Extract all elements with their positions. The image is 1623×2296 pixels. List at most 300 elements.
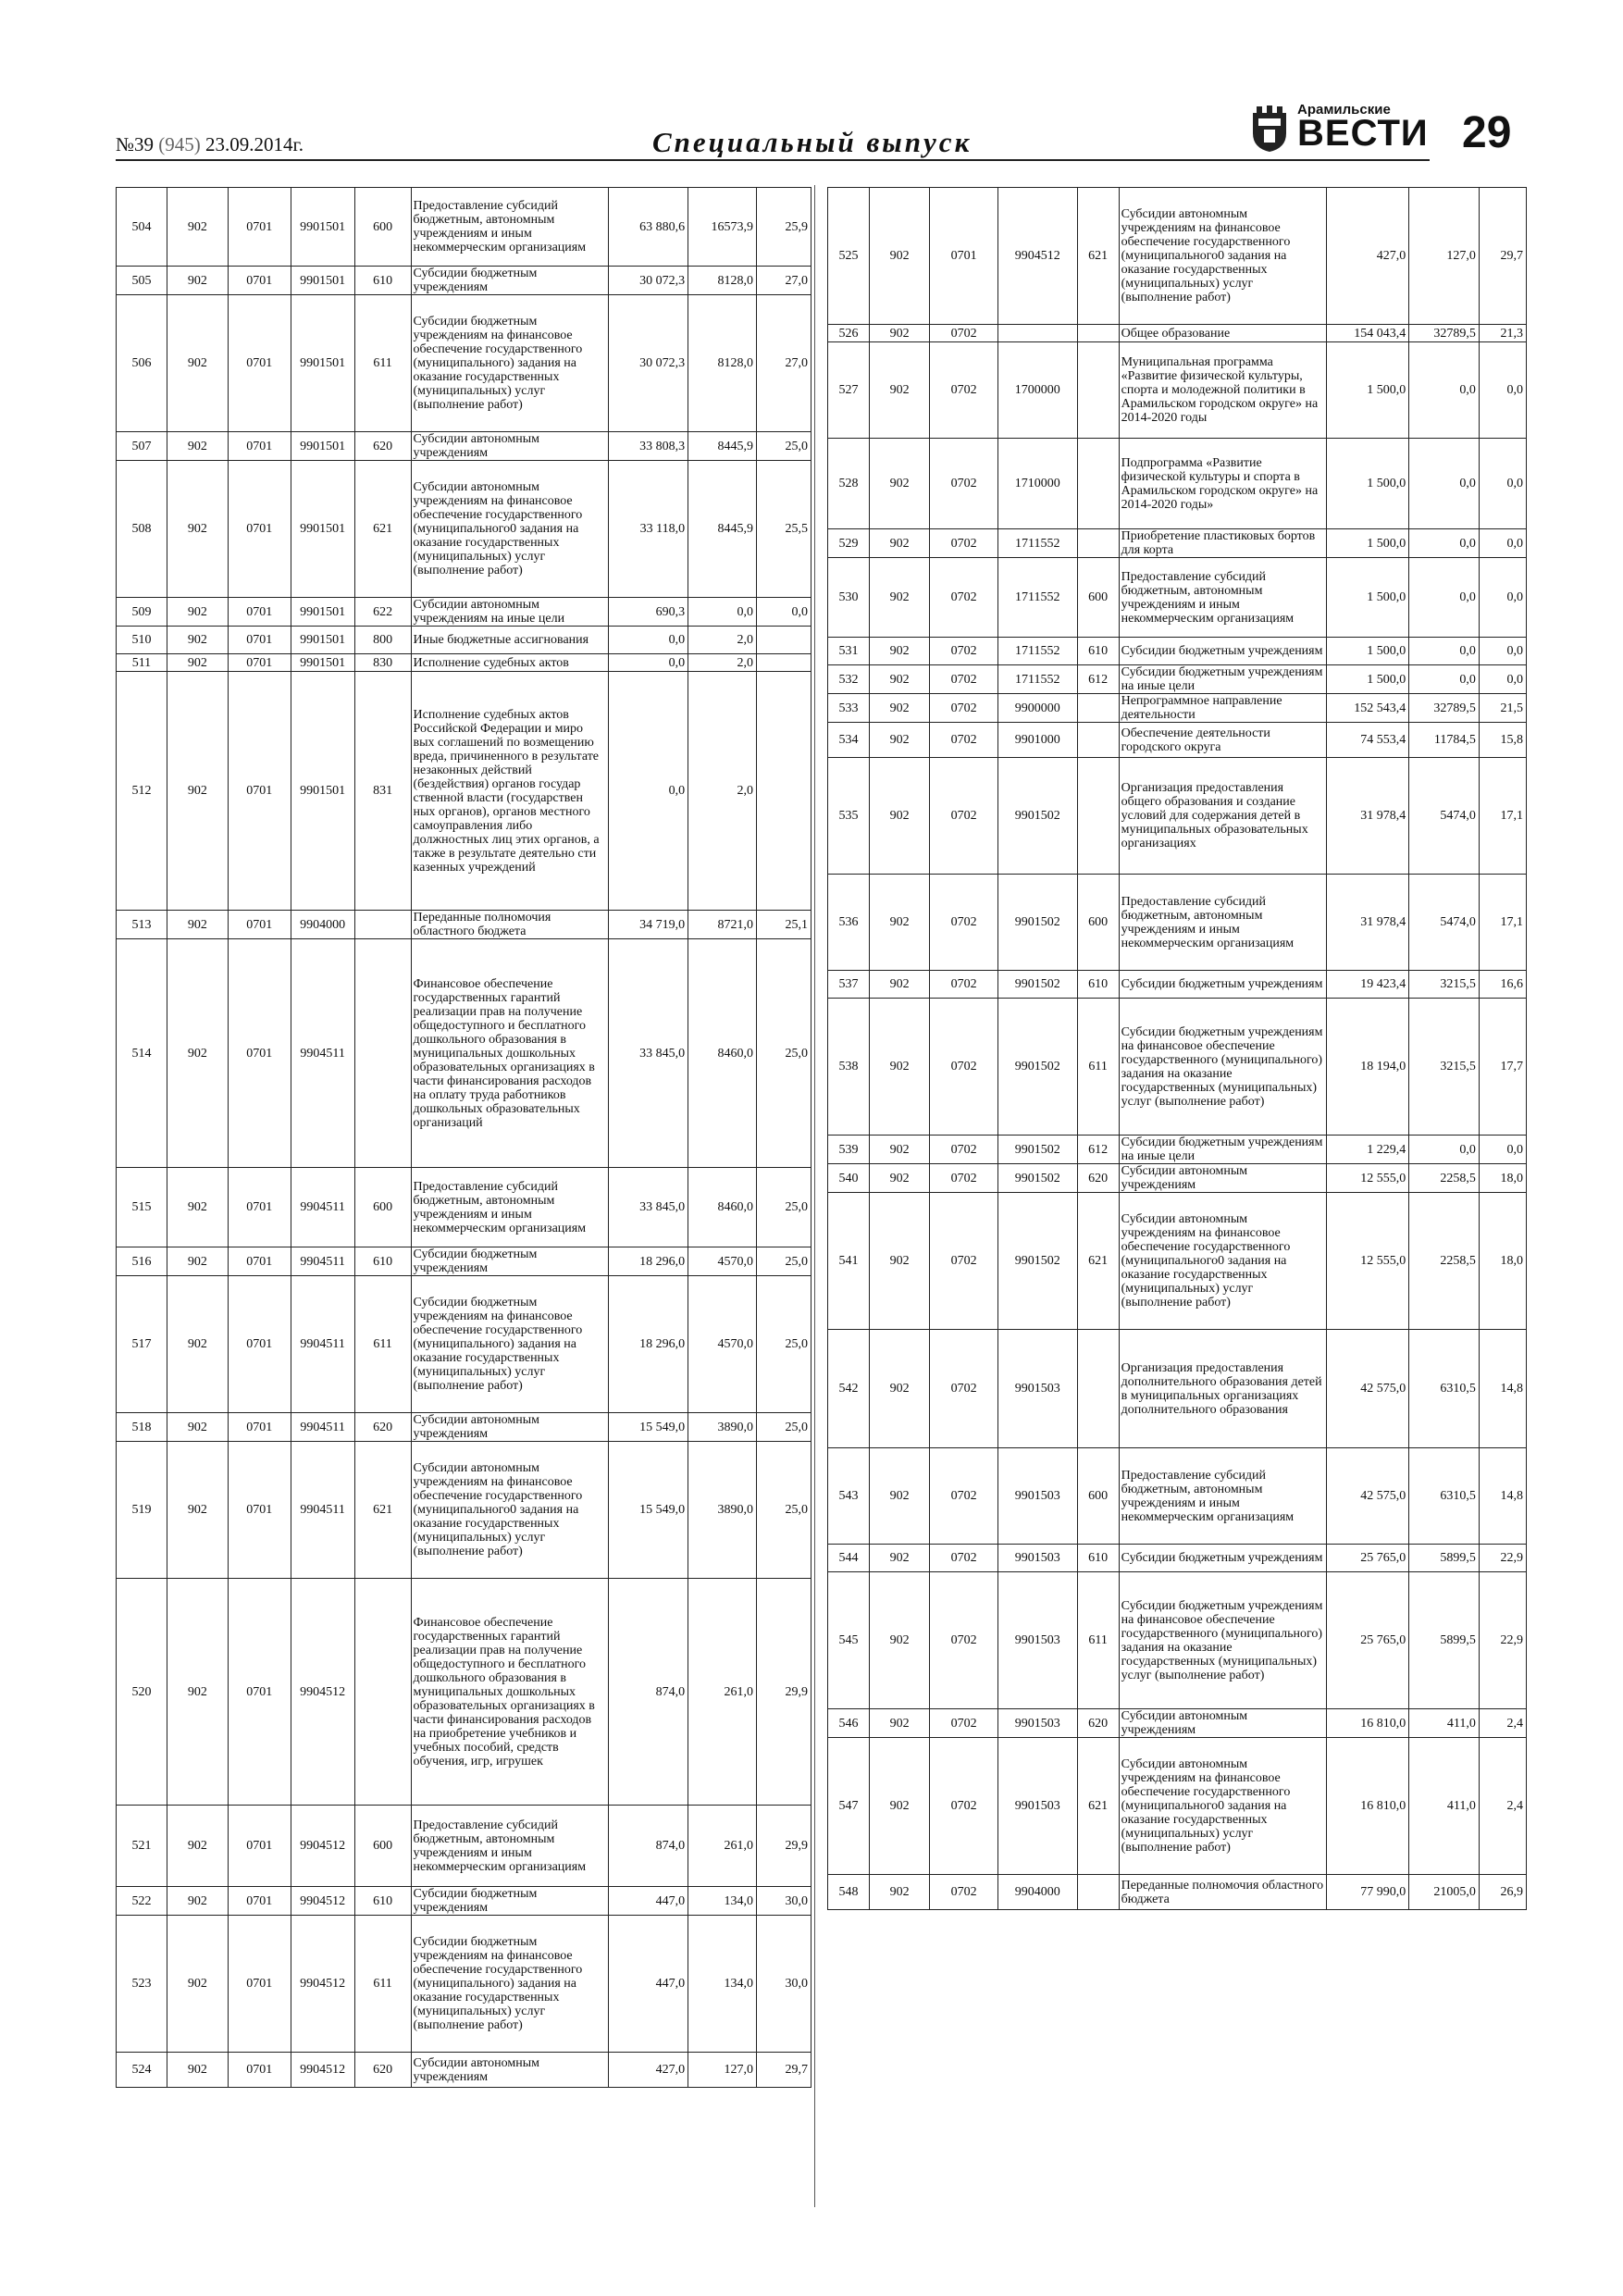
expense-type	[354, 911, 411, 939]
section-code: 0702	[930, 1709, 998, 1738]
table-row	[117, 432, 812, 461]
row-number: 524	[117, 2053, 167, 2088]
target-code: 9901000	[997, 723, 1077, 758]
executed-amount: 261,0	[688, 1579, 757, 1806]
description: Обеспечение деятельности городского округа	[1119, 723, 1327, 758]
section-code: 0702	[930, 1572, 998, 1709]
target-code: 9901501	[291, 654, 354, 672]
table-row	[117, 1916, 812, 2053]
section-code: 0701	[228, 1247, 291, 1276]
ministry-code: 902	[869, 1738, 929, 1875]
plan-amount: 33 118,0	[609, 461, 688, 598]
row-number: 520	[117, 1579, 167, 1806]
budget-table-left	[116, 187, 812, 2088]
target-code: 9904512	[291, 1916, 354, 2053]
ministry-code: 902	[167, 654, 228, 672]
expense-type	[354, 1579, 411, 1806]
section-code: 0701	[228, 1413, 291, 1442]
table-row	[117, 911, 812, 939]
plan-amount: 77 990,0	[1327, 1875, 1409, 1910]
executed-amount: 411,0	[1409, 1738, 1480, 1875]
description: Субсидии автономным учреждениям на финансовое обеспечение государственного (муниципального0 задания на оказание государственных (муниципальных) услуг (выполнение работ)	[411, 1442, 609, 1579]
table-row	[828, 1136, 1527, 1164]
description: Субсидии автономным учреждениям	[411, 2053, 609, 2088]
budget-table-right	[827, 187, 1527, 1910]
plan-amount: 1 500,0	[1327, 665, 1409, 694]
executed-amount: 2,0	[688, 654, 757, 672]
description: Субсидии бюджетным учреждениям	[411, 1247, 609, 1276]
row-number: 541	[828, 1193, 870, 1330]
logo-big-text: ВЕСТИ	[1297, 113, 1429, 154]
percent: 30,0	[757, 1916, 812, 2053]
row-number: 543	[828, 1448, 870, 1545]
target-code: 1711552	[997, 558, 1077, 638]
expense-type: 611	[354, 1916, 411, 2053]
table-row	[828, 439, 1527, 529]
header-rule	[116, 159, 1430, 161]
executed-amount: 0,0	[1409, 342, 1480, 439]
ministry-code: 902	[869, 1193, 929, 1330]
target-code: 9904000	[997, 1875, 1077, 1910]
expense-type: 611	[1077, 999, 1119, 1136]
table-row	[828, 529, 1527, 558]
ministry-code: 902	[167, 911, 228, 939]
description: Субсидии автономным учреждениям на финансовое обеспечение государственного (муниципального0 задания на оказание государственных (муниципальных) услуг (выполнение работ)	[411, 461, 609, 598]
description: Переданные полномочия областного бюджета	[411, 911, 609, 939]
executed-amount: 2258,5	[1409, 1164, 1480, 1193]
expense-type	[1077, 1875, 1119, 1910]
plan-amount: 31 978,4	[1327, 875, 1409, 971]
plan-amount: 30 072,3	[609, 295, 688, 432]
percent: 25,0	[757, 1276, 812, 1413]
plan-amount: 874,0	[609, 1579, 688, 1806]
plan-amount: 447,0	[609, 1916, 688, 2053]
expense-type	[1077, 342, 1119, 439]
table-row	[828, 1330, 1527, 1448]
expense-type: 620	[354, 2053, 411, 2088]
plan-amount: 1 500,0	[1327, 342, 1409, 439]
row-number: 507	[117, 432, 167, 461]
row-number: 544	[828, 1545, 870, 1572]
executed-amount: 134,0	[688, 1916, 757, 2053]
ministry-code: 902	[869, 1545, 929, 1572]
description: Организация предоставления дополнительного образования детей в муниципальных организациях дополнительного образования	[1119, 1330, 1327, 1448]
target-code: 9904512	[291, 2053, 354, 2088]
section-code: 0701	[228, 1276, 291, 1413]
target-code: 9904511	[291, 1247, 354, 1276]
expense-type: 600	[1077, 558, 1119, 638]
row-number: 511	[117, 654, 167, 672]
section-code: 0702	[930, 342, 998, 439]
description: Переданные полномочия областного бюджета	[1119, 1875, 1327, 1910]
percent	[757, 672, 812, 911]
ministry-code: 902	[869, 723, 929, 758]
percent: 0,0	[1479, 529, 1526, 558]
ministry-code: 902	[869, 1875, 929, 1910]
ministry-code: 902	[167, 432, 228, 461]
row-number: 545	[828, 1572, 870, 1709]
issue-date: 23.09.2014г.	[200, 133, 304, 155]
plan-amount: 33 845,0	[609, 1168, 688, 1247]
plan-amount: 690,3	[609, 598, 688, 627]
description: Субсидии автономным учреждениям на финансовое обеспечение государственного (муниципального0 задания на оказание государственных (муниципальных) услуг (выполнение работ)	[1119, 1193, 1327, 1330]
description: Субсидии бюджетным учреждениям на иные цели	[1119, 665, 1327, 694]
expense-type: 610	[354, 1887, 411, 1916]
ministry-code: 902	[167, 1916, 228, 2053]
expense-type: 621	[354, 1442, 411, 1579]
row-number: 536	[828, 875, 870, 971]
expense-type: 611	[354, 295, 411, 432]
target-code: 9904000	[291, 911, 354, 939]
row-number: 506	[117, 295, 167, 432]
plan-amount: 42 575,0	[1327, 1330, 1409, 1448]
description: Субсидии бюджетным учреждениям	[411, 267, 609, 295]
table-row	[828, 1738, 1527, 1875]
section-code: 0702	[930, 558, 998, 638]
percent: 22,9	[1479, 1545, 1526, 1572]
row-number: 513	[117, 911, 167, 939]
target-code: 1711552	[997, 665, 1077, 694]
percent: 17,1	[1479, 758, 1526, 875]
section-code: 0702	[930, 758, 998, 875]
executed-amount: 127,0	[1409, 188, 1480, 325]
ministry-code: 902	[869, 665, 929, 694]
expense-type: 621	[1077, 1738, 1119, 1875]
section-code: 0702	[930, 1448, 998, 1545]
percent: 0,0	[1479, 439, 1526, 529]
ministry-code: 902	[167, 1413, 228, 1442]
table-row	[828, 694, 1527, 723]
section-code: 0702	[930, 723, 998, 758]
table-row	[117, 654, 812, 672]
target-code: 9901501	[291, 461, 354, 598]
target-code: 1711552	[997, 529, 1077, 558]
ministry-code: 902	[167, 1579, 228, 1806]
description: Предоставление субсидий бюджетным, автономным учреждениям и иным некоммерческим организациям	[411, 1806, 609, 1887]
ministry-code: 902	[869, 1709, 929, 1738]
table-row	[117, 1579, 812, 1806]
executed-amount: 4570,0	[688, 1247, 757, 1276]
table-row	[117, 1276, 812, 1413]
table-row	[117, 267, 812, 295]
table-row	[117, 295, 812, 432]
target-code: 9901501	[291, 627, 354, 654]
table-row	[117, 1887, 812, 1916]
plan-amount: 30 072,3	[609, 267, 688, 295]
target-code: 9904511	[291, 1442, 354, 1579]
ministry-code: 902	[869, 999, 929, 1136]
row-number: 531	[828, 638, 870, 665]
plan-amount: 0,0	[609, 654, 688, 672]
percent	[757, 627, 812, 654]
row-number: 542	[828, 1330, 870, 1448]
plan-amount: 18 296,0	[609, 1247, 688, 1276]
plan-amount: 34 719,0	[609, 911, 688, 939]
description: Субсидии бюджетным учреждениям	[1119, 971, 1327, 999]
target-code: 9901502	[997, 758, 1077, 875]
target-code: 9901502	[997, 1193, 1077, 1330]
executed-amount: 5474,0	[1409, 758, 1480, 875]
row-number: 548	[828, 1875, 870, 1910]
expense-type: 611	[1077, 1572, 1119, 1709]
ministry-code: 902	[869, 1136, 929, 1164]
executed-amount: 5899,5	[1409, 1545, 1480, 1572]
section-code: 0701	[228, 188, 291, 267]
executed-amount: 2258,5	[1409, 1193, 1480, 1330]
percent: 25,9	[757, 188, 812, 267]
expense-type: 620	[1077, 1709, 1119, 1738]
percent: 15,8	[1479, 723, 1526, 758]
table-row	[117, 1168, 812, 1247]
issue-number: (945)	[158, 133, 201, 155]
plan-amount: 16 810,0	[1327, 1709, 1409, 1738]
percent: 29,7	[757, 2053, 812, 2088]
executed-amount: 127,0	[688, 2053, 757, 2088]
expense-type	[1077, 694, 1119, 723]
plan-amount: 0,0	[609, 672, 688, 911]
plan-amount: 33 845,0	[609, 939, 688, 1168]
table-row	[117, 672, 812, 911]
ministry-code: 902	[869, 188, 929, 325]
row-number: 522	[117, 1887, 167, 1916]
description: Субсидии бюджетным учреждениям на финансовое обеспечение государственного (муниципального) задания на оказание государственных (муниципальных) услуг (выполнение работ)	[411, 1916, 609, 2053]
ministry-code: 902	[869, 1330, 929, 1448]
row-number: 528	[828, 439, 870, 529]
section-code: 0702	[930, 1164, 998, 1193]
section-code: 0701	[228, 1887, 291, 1916]
row-number: 546	[828, 1709, 870, 1738]
table-row	[117, 1806, 812, 1887]
percent: 16,6	[1479, 971, 1526, 999]
target-code: 9904512	[997, 188, 1077, 325]
percent: 14,8	[1479, 1448, 1526, 1545]
section-code: 0702	[930, 1545, 998, 1572]
table-row	[117, 1413, 812, 1442]
executed-amount: 32789,5	[1409, 694, 1480, 723]
expense-type: 620	[354, 1413, 411, 1442]
description: Субсидии автономным учреждениям на финансовое обеспечение государственного (муниципального0 задания на оказание государственных (муниципальных) услуг (выполнение работ)	[1119, 188, 1327, 325]
section-code: 0702	[930, 325, 998, 342]
executed-amount: 8460,0	[688, 939, 757, 1168]
percent: 17,1	[1479, 875, 1526, 971]
plan-amount: 25 765,0	[1327, 1545, 1409, 1572]
plan-amount: 18 296,0	[609, 1276, 688, 1413]
description: Субсидии бюджетным учреждениям на финансовое обеспечение государственного (муниципального) задания на оказание государственных (муниципальных) услуг (выполнение работ)	[1119, 999, 1327, 1136]
issue-info	[116, 133, 304, 156]
expense-type: 621	[354, 461, 411, 598]
executed-amount: 21005,0	[1409, 1875, 1480, 1910]
ministry-code: 902	[167, 295, 228, 432]
plan-amount: 16 810,0	[1327, 1738, 1409, 1875]
section-code: 0702	[930, 875, 998, 971]
row-number: 521	[117, 1806, 167, 1887]
row-number: 535	[828, 758, 870, 875]
target-code: 1711552	[997, 638, 1077, 665]
target-code: 9901503	[997, 1709, 1077, 1738]
section-code: 0701	[228, 654, 291, 672]
page-number: 29	[1462, 108, 1512, 157]
row-number: 534	[828, 723, 870, 758]
table-row	[828, 1545, 1527, 1572]
table-row	[117, 1442, 812, 1579]
section-code: 0701	[228, 432, 291, 461]
ministry-code: 902	[167, 188, 228, 267]
plan-amount: 31 978,4	[1327, 758, 1409, 875]
percent: 30,0	[757, 1887, 812, 1916]
plan-amount: 15 549,0	[609, 1442, 688, 1579]
target-code: 9901501	[291, 672, 354, 911]
percent: 21,5	[1479, 694, 1526, 723]
plan-amount: 1 500,0	[1327, 439, 1409, 529]
executed-amount: 6310,5	[1409, 1330, 1480, 1448]
expense-type: 612	[1077, 1136, 1119, 1164]
section-code: 0702	[930, 1193, 998, 1330]
percent: 21,3	[1479, 325, 1526, 342]
ministry-code: 902	[167, 2053, 228, 2088]
section-title: Специальный выпуск	[652, 126, 973, 158]
executed-amount: 11784,5	[1409, 723, 1480, 758]
plan-amount: 42 575,0	[1327, 1448, 1409, 1545]
plan-amount: 154 043,4	[1327, 325, 1409, 342]
target-code	[997, 325, 1077, 342]
row-number: 533	[828, 694, 870, 723]
target-code: 9901501	[291, 267, 354, 295]
description: Исполнение судебных актов	[411, 654, 609, 672]
expense-type	[1077, 1330, 1119, 1448]
ministry-code: 902	[167, 627, 228, 654]
section-code: 0701	[930, 188, 998, 325]
description: Муниципальная программа «Развитие физической культуры, спорта и молодежной политики в Арамильском городском округе» на 2014-2020 годы	[1119, 342, 1327, 439]
expense-type: 610	[1077, 971, 1119, 999]
target-code: 9904511	[291, 939, 354, 1168]
percent: 27,0	[757, 295, 812, 432]
row-number: 523	[117, 1916, 167, 2053]
target-code: 9901502	[997, 971, 1077, 999]
plan-amount: 447,0	[609, 1887, 688, 1916]
target-code: 9900000	[997, 694, 1077, 723]
ministry-code: 902	[167, 672, 228, 911]
plan-amount: 74 553,4	[1327, 723, 1409, 758]
percent: 22,9	[1479, 1572, 1526, 1709]
section-code: 0701	[228, 627, 291, 654]
executed-amount: 8721,0	[688, 911, 757, 939]
ministry-code: 902	[167, 267, 228, 295]
table-row	[828, 971, 1527, 999]
table-row	[117, 939, 812, 1168]
percent: 25,0	[757, 432, 812, 461]
executed-amount: 16573,9	[688, 188, 757, 267]
row-number: 515	[117, 1168, 167, 1247]
expense-type: 600	[1077, 875, 1119, 971]
plan-amount: 18 194,0	[1327, 999, 1409, 1136]
description: Финансовое обеспечение государственных гарантий реализации прав на получение общедоступного и бесплатного дошкольного образования в муниципальных дошкольных образовательных организациях в части финансирования расходов на приобретение учебников и учебных пособий, средств обучения, игр, игрушек	[411, 1579, 609, 1806]
target-code: 9901503	[997, 1572, 1077, 1709]
percent: 0,0	[1479, 342, 1526, 439]
description: Субсидии автономным учреждениям	[1119, 1164, 1327, 1193]
executed-amount: 0,0	[1409, 529, 1480, 558]
expense-type	[1077, 325, 1119, 342]
percent: 18,0	[1479, 1193, 1526, 1330]
description: Предоставление субсидий бюджетным, автономным учреждениям и иным некоммерческим организациям	[1119, 1448, 1327, 1545]
row-number: 532	[828, 665, 870, 694]
row-number: 518	[117, 1413, 167, 1442]
row-number: 505	[117, 267, 167, 295]
executed-amount: 0,0	[1409, 1136, 1480, 1164]
expense-type: 620	[1077, 1164, 1119, 1193]
percent: 25,5	[757, 461, 812, 598]
executed-amount: 8460,0	[688, 1168, 757, 1247]
row-number: 537	[828, 971, 870, 999]
description: Субсидии автономным учреждениям	[1119, 1709, 1327, 1738]
table-row	[828, 1164, 1527, 1193]
target-code: 9901503	[997, 1738, 1077, 1875]
row-number: 508	[117, 461, 167, 598]
table-row	[117, 627, 812, 654]
ministry-code: 902	[869, 342, 929, 439]
target-code: 9901503	[997, 1330, 1077, 1448]
percent: 25,0	[757, 1168, 812, 1247]
section-code: 0702	[930, 1136, 998, 1164]
expense-type: 830	[354, 654, 411, 672]
ministry-code: 902	[167, 1247, 228, 1276]
table-row	[117, 188, 812, 267]
executed-amount: 3215,5	[1409, 971, 1480, 999]
plan-amount: 63 880,6	[609, 188, 688, 267]
executed-amount: 134,0	[688, 1887, 757, 1916]
section-code: 0702	[930, 638, 998, 665]
percent: 0,0	[1479, 638, 1526, 665]
table-row	[117, 1247, 812, 1276]
expense-type: 600	[354, 1168, 411, 1247]
description: Непрограммное направление деятельности	[1119, 694, 1327, 723]
plan-amount: 12 555,0	[1327, 1193, 1409, 1330]
target-code: 9901503	[997, 1545, 1077, 1572]
expense-type: 610	[1077, 1545, 1119, 1572]
description: Исполнение судебных актов Российской Федерации и миро вых соглашений по возмещению вреда, причиненного в результате незаконных действий (бездействия) органов государ ственной власти (государствен ных органов), органов местного самоуправления либо должностных лиц этих органов, а также в результате деятельно сти казенных учреждений	[411, 672, 609, 911]
section-code: 0701	[228, 1579, 291, 1806]
section-code: 0701	[228, 672, 291, 911]
plan-amount: 33 808,3	[609, 432, 688, 461]
plan-amount: 19 423,4	[1327, 971, 1409, 999]
row-number: 509	[117, 598, 167, 627]
ministry-code: 902	[167, 1887, 228, 1916]
executed-amount: 5899,5	[1409, 1572, 1480, 1709]
section-code: 0702	[930, 694, 998, 723]
executed-amount: 8445,9	[688, 461, 757, 598]
section-code: 0702	[930, 1330, 998, 1448]
row-number: 525	[828, 188, 870, 325]
description: Общее образование	[1119, 325, 1327, 342]
description: Субсидии автономным учреждениям на финансовое обеспечение государственного (муниципального0 задания на оказание государственных (муниципальных) услуг (выполнение работ)	[1119, 1738, 1327, 1875]
description: Субсидии автономным учреждениям	[411, 432, 609, 461]
expense-type: 620	[354, 432, 411, 461]
percent: 2,4	[1479, 1738, 1526, 1875]
ministry-code: 902	[869, 694, 929, 723]
section-code: 0701	[228, 267, 291, 295]
description: Субсидии бюджетным учреждениям на финансовое обеспечение государственного (муниципального) задания на оказание государственных (муниципальных) услуг (выполнение работ)	[1119, 1572, 1327, 1709]
executed-amount: 32789,5	[1409, 325, 1480, 342]
crest-icon	[1249, 105, 1290, 154]
description: Субсидии автономным учреждениям	[411, 1413, 609, 1442]
executed-amount: 3890,0	[688, 1413, 757, 1442]
percent: 0,0	[1479, 1136, 1526, 1164]
plan-amount: 1 500,0	[1327, 638, 1409, 665]
percent: 17,7	[1479, 999, 1526, 1136]
table-row	[828, 1709, 1527, 1738]
executed-amount: 3890,0	[688, 1442, 757, 1579]
section-code: 0701	[228, 1442, 291, 1579]
table-row	[828, 665, 1527, 694]
